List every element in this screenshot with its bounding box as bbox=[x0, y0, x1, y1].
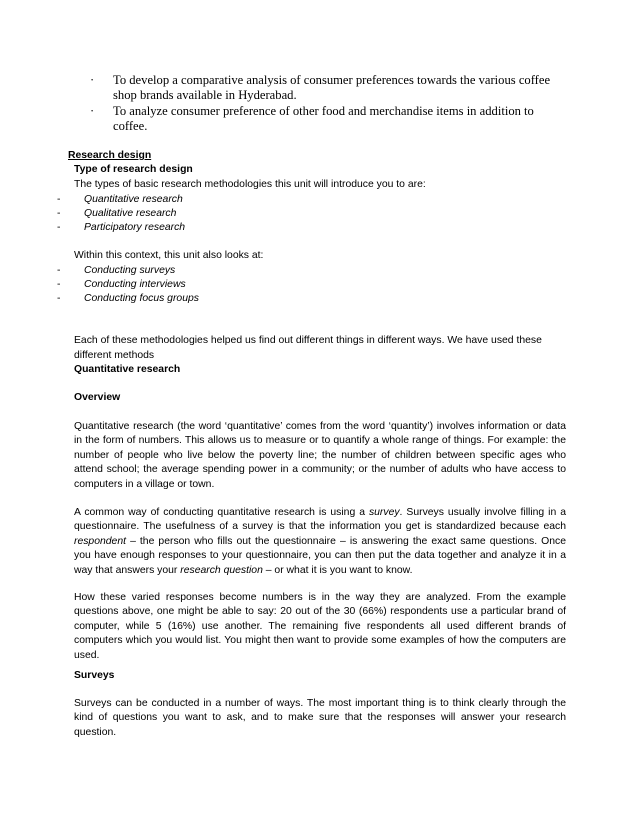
dash-marker: - bbox=[57, 293, 61, 304]
method-item: Qualitative research bbox=[84, 208, 177, 219]
context-intro: Within this context, this unit also looks at: bbox=[74, 250, 264, 261]
research-design-heading: Research design bbox=[68, 150, 152, 161]
surveys-heading: Surveys bbox=[74, 670, 115, 681]
dash-marker: - bbox=[57, 208, 61, 219]
type-of-research-design-heading: Type of research design bbox=[74, 164, 193, 175]
context-item: Conducting interviews bbox=[84, 279, 186, 290]
objective-1-line-2: shop brands available in Hyderabad. bbox=[113, 88, 297, 102]
survey-text-d: – or what it is you want to know. bbox=[262, 564, 413, 576]
objective-1-line-1: To develop a comparative analysis of consumer preferences towards the various coffee bbox=[113, 73, 551, 87]
method-item: Quantitative research bbox=[84, 194, 183, 205]
dash-marker: - bbox=[57, 265, 61, 276]
objective-2-line-2: coffee. bbox=[113, 119, 148, 133]
survey-text-c: – the person who fills out the questionnaire – is answering the exact same questions. Once you have enough responses to your questionnaire, you can then put the data together and analyze it in a way that answers your bbox=[74, 535, 566, 576]
quantitative-paragraph-3 bbox=[74, 591, 566, 663]
survey-term: survey bbox=[368, 507, 400, 518]
overview-heading: Overview bbox=[74, 392, 121, 403]
context-item: Conducting focus groups bbox=[84, 293, 199, 304]
bullet-marker: · bbox=[90, 73, 95, 87]
context-item: Conducting surveys bbox=[84, 265, 176, 276]
survey-text-b: . Surveys usually involve filling in a questionnaire. The usefulness of a survey is that the information you get is standardized because each bbox=[74, 507, 566, 533]
research-question-term: research question bbox=[180, 564, 263, 576]
bullet-marker: · bbox=[90, 104, 95, 118]
methodologies-intro: The types of basic research methodologies this unit will introduce you to are: bbox=[74, 179, 426, 190]
quantitative-paragraph-1 bbox=[74, 420, 566, 492]
method-item: Participatory research bbox=[84, 222, 186, 233]
respondent-term: respondent bbox=[74, 535, 126, 547]
methods-paragraph-line-1: Each of these methodologies helped us find out different things in different ways. We have used these bbox=[74, 335, 542, 346]
methods-paragraph-line-2: different methods bbox=[74, 350, 155, 361]
quantitative-paragraph-2 bbox=[74, 506, 566, 578]
objective-2-line-1: To analyze consumer preference of other food and merchandise items in addition to bbox=[113, 104, 534, 118]
dash-marker: - bbox=[57, 222, 61, 233]
quantitative-research-heading: Quantitative research bbox=[74, 364, 181, 375]
dash-marker: - bbox=[57, 194, 61, 205]
survey-text-a: A common way of conducting quantitative research is using a bbox=[74, 507, 369, 518]
quantitative-paragraph-3-text: How these varied responses become numbers is in the way they are analyzed. From the example questions above, one might be able to say: 20 out of the 30 (66%) respondents use a particular brand of computer, while 5 (16%) use another. The remaining five respondents all used different brands of computers which you would list. You might then want to provide some examples of how the computers are used. bbox=[74, 592, 566, 661]
surveys-paragraph-text: Surveys can be conducted in a number of ways. The most important thing is to think clearly through the kind of questions you want to ask, and to make sure that the responses will answer your research question. bbox=[74, 698, 566, 738]
quantitative-paragraph-1-text: Quantitative research (the word ‘quantitative’ comes from the word ‘quantity’) involves information or data in the form of numbers. This allows us to measure or to quantify a whole range of things. For example: the number of people who live below the poverty line; the number of children between specific ages who attend school; the average spending power in a community; or the number of adults who have access to computers in a village or town. bbox=[74, 421, 566, 490]
surveys-paragraph bbox=[74, 697, 566, 740]
quantitative-paragraph-2-text bbox=[74, 506, 566, 578]
dash-marker: - bbox=[57, 279, 61, 290]
